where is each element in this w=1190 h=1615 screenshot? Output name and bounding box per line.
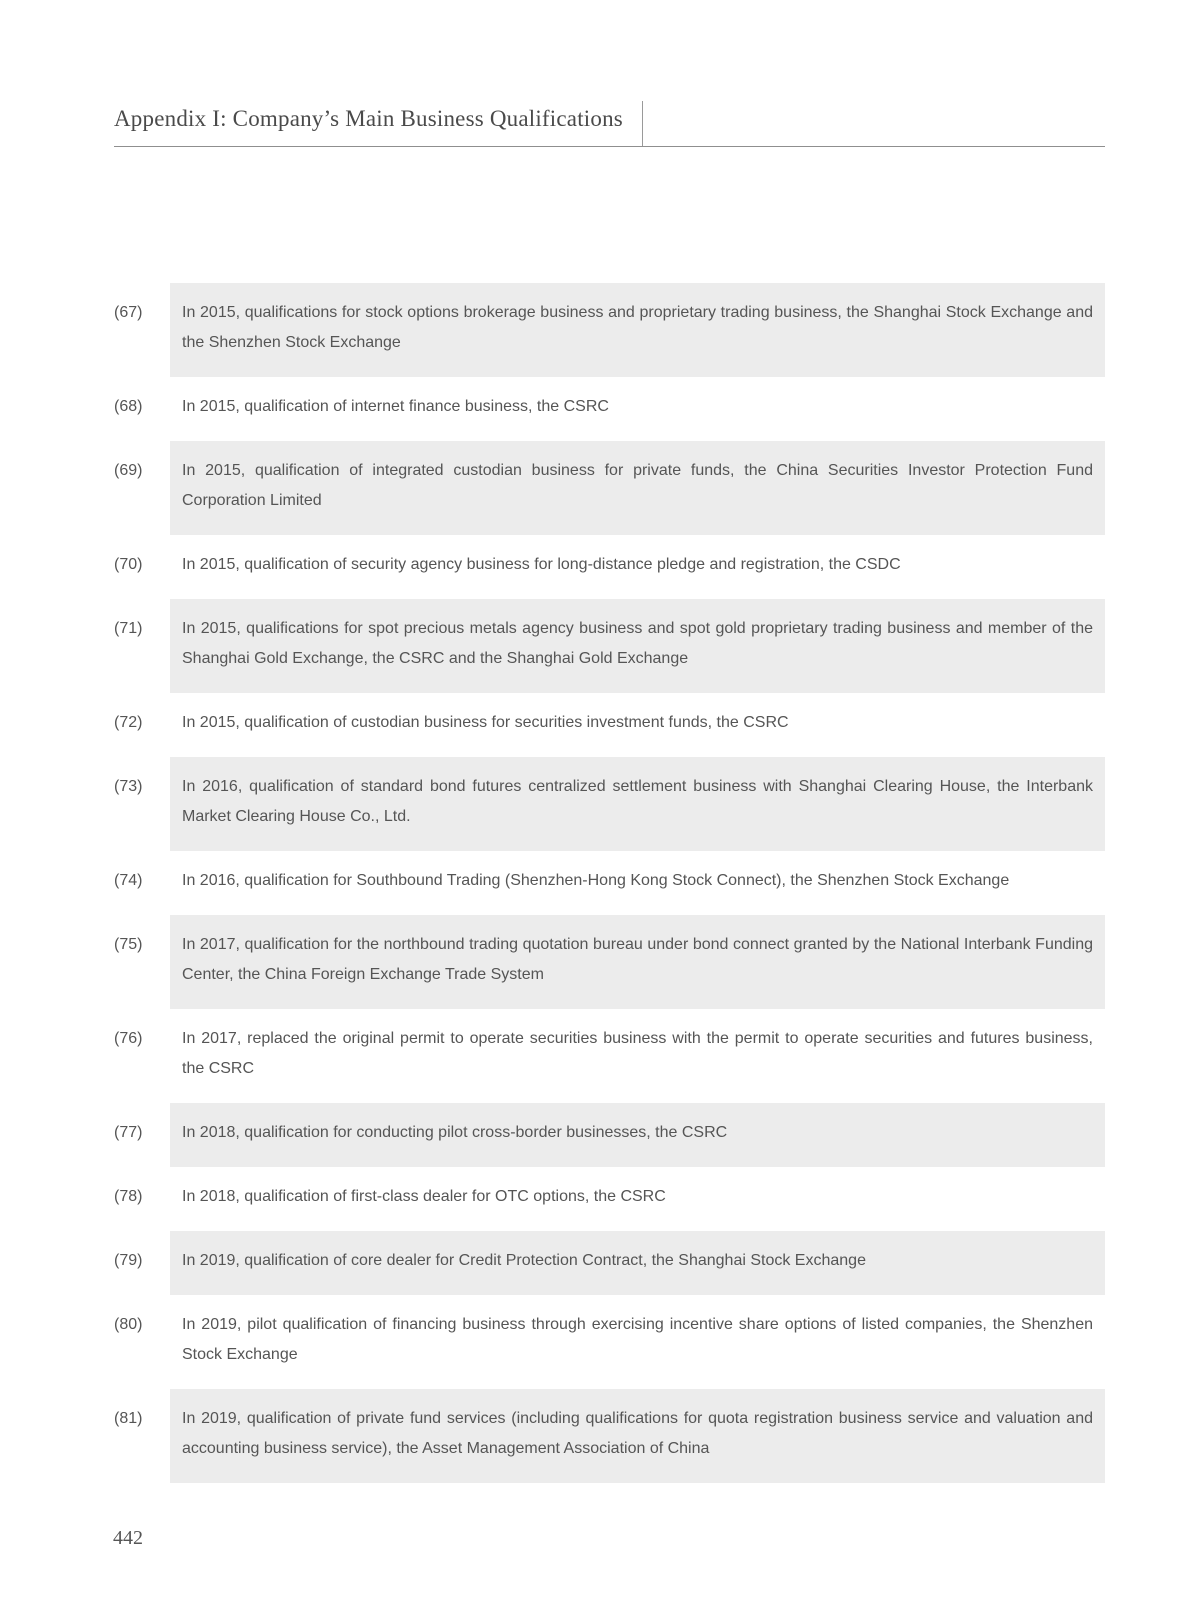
list-item [114,1009,1105,1103]
list-item [114,283,1105,377]
list-item [114,851,1105,915]
item-number: (68) [114,398,143,415]
item-text: In 2018, qualification of first-class dealer for OTC options, the CSRC [182,1188,666,1205]
list-item [114,1389,1105,1483]
item-text: In 2018, qualification for conducting pilot cross-border businesses, the CSRC [170,1103,1105,1167]
item-text: In 2015, qualification of internet finance business, the CSRC [182,398,609,415]
item-number: (79) [114,1252,143,1269]
item-text: In 2016, qualification for Southbound Trading (Shenzhen-Hong Kong Stock Connect), the Shenzhen Stock Exchange [182,872,1010,889]
item-number: (81) [114,1410,143,1427]
list-item [114,693,1105,757]
item-number: (74) [114,872,143,889]
list-item [114,1103,1105,1167]
item-text: In 2015, qualification of custodian business for securities investment funds, the CSRC [182,714,789,731]
page-title: Appendix I: Company’s Main Business Qualifications [114,106,623,131]
list-item [114,1167,1105,1231]
header-rule [114,146,1105,147]
item-text: In 2016, qualification of standard bond futures centralized settlement business with Shanghai Clearing House, the Interbank Market Clearing House Co., Ltd. [170,757,1105,851]
item-text: In 2017, qualification for the northbound trading quotation bureau under bond connect granted by the National Interbank Funding Center, the China Foreign Exchange Trade System [170,915,1105,1009]
item-number: (69) [114,462,143,479]
list-item [114,915,1105,1009]
item-number: (77) [114,1124,143,1141]
item-number: (67) [114,304,143,321]
item-text: In 2019, qualification of private fund services (including qualifications for quota registration business service and valuation and accounting business service), the Asset Management Association of China [170,1389,1105,1483]
item-number: (73) [114,778,143,795]
item-text: In 2015, qualifications for spot precious metals agency business and spot gold proprietary trading business and member of the Shanghai Gold Exchange, the CSRC and the Shanghai Gold Exchange [170,599,1105,693]
item-number: (76) [114,1030,143,1047]
item-number: (71) [114,620,143,637]
list-item [114,377,1105,441]
list-item [114,599,1105,693]
item-number: (70) [114,556,143,573]
item-number: (75) [114,936,143,953]
item-text: In 2019, qualification of core dealer for Credit Protection Contract, the Shanghai Stock Exchange [170,1231,1105,1295]
qualifications-list [114,283,1105,1483]
item-number: (72) [114,714,143,731]
item-number: (78) [114,1188,143,1205]
item-text: In 2015, qualification of integrated custodian business for private funds, the China Securities Investor Protection Fund Corporation Limited [170,441,1105,535]
list-item [114,1295,1105,1389]
list-item [114,441,1105,535]
item-text: In 2017, replaced the original permit to operate securities business with the permit to operate securities and futures business, the CSRC [182,1030,1093,1077]
item-text: In 2019, pilot qualification of financing business through exercising incentive share options of listed companies, the Shenzhen Stock Exchange [182,1316,1093,1363]
list-item [114,535,1105,599]
list-item [114,757,1105,851]
header-divider [642,101,643,147]
item-number: (80) [114,1316,143,1333]
page-number: 442 [113,1527,143,1549]
item-text: In 2015, qualification of security agency business for long-distance pledge and registration, the CSDC [182,556,901,573]
item-text: In 2015, qualifications for stock options brokerage business and proprietary trading business, the Shanghai Stock Exchange and the Shenzhen Stock Exchange [170,283,1105,377]
list-item [114,1231,1105,1295]
